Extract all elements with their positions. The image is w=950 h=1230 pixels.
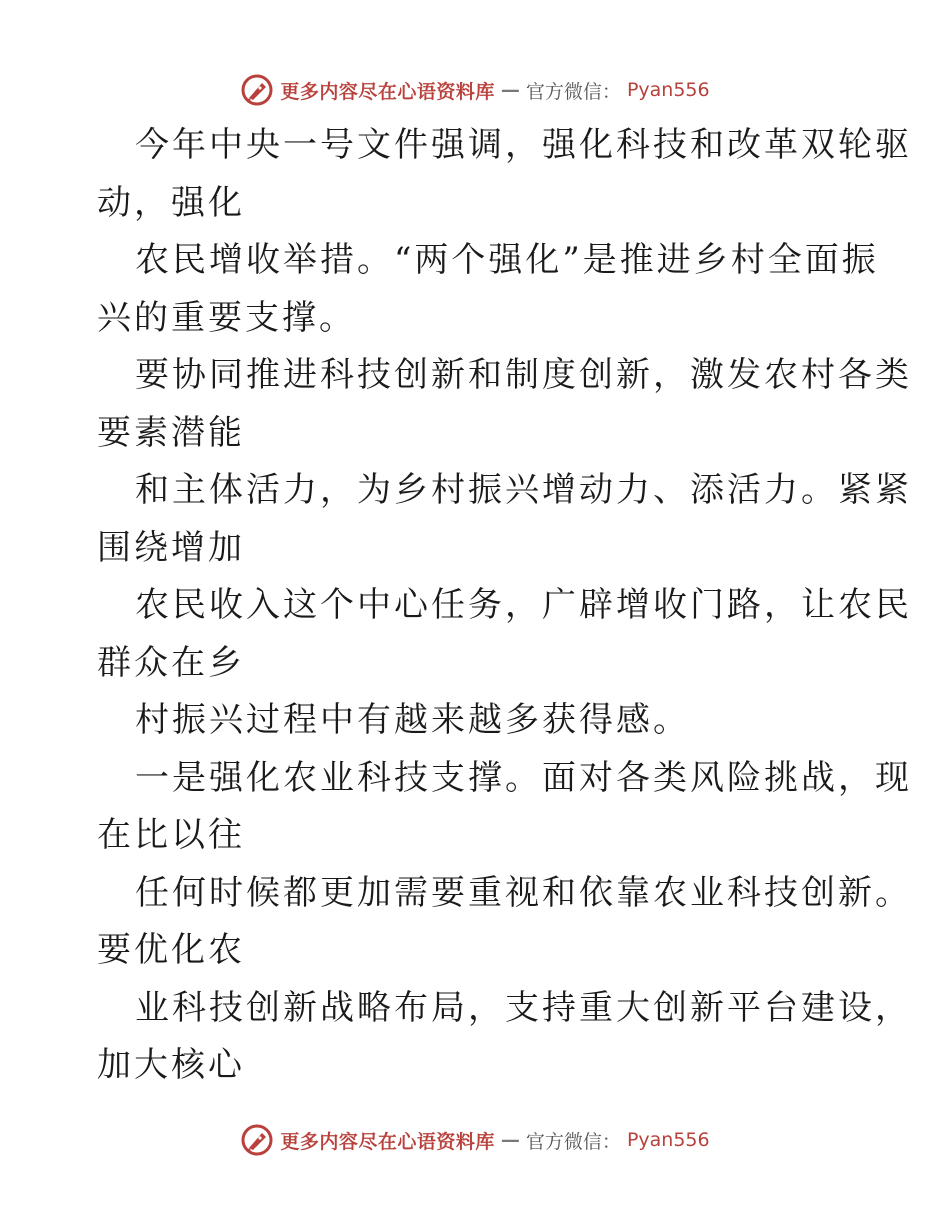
footer-watermark <box>0 1120 950 1160</box>
footer-wechat-label: 官方微信： <box>525 1130 621 1153</box>
pen-nib-logo-icon <box>240 1123 274 1157</box>
text-line: 围绕增加 <box>97 527 245 568</box>
text-line: 加大核心 <box>97 1045 245 1085</box>
text-line: 在比以往 <box>97 815 245 855</box>
header-separator: — <box>500 79 520 101</box>
text-line: 村振兴过程中有越来越多获得感。 <box>135 700 690 740</box>
text-line: 农民增收举措。“两个强化”是推进乡村全面振 <box>135 240 879 280</box>
text-line: 农民收入这个中心任务，广辟增收门路，让农民 <box>135 585 912 625</box>
document-body <box>97 117 912 1095</box>
text-line: 要素潜能 <box>97 412 245 453</box>
text-line: 要协同推进科技创新和制度创新，激发农村各类 <box>135 355 912 395</box>
pen-nib-logo-icon <box>240 73 274 107</box>
text-line: 业科技创新战略布局，支持重大创新平台建设， <box>135 987 912 1028</box>
text-line: 动，强化 <box>97 182 245 223</box>
text-line: 和主体活力，为乡村振兴增动力、添活力。紧紧 <box>135 470 912 510</box>
footer-brand-text: 更多内容尽在心语资料库 <box>280 1130 495 1153</box>
text-line: 一是强化农业科技支撑。面对各类风险挑战，现 <box>135 757 912 798</box>
text-line: 任何时候都更加需要重视和依靠农业科技创新。 <box>135 872 912 913</box>
header-wechat-handle: Pyan556 <box>626 79 710 101</box>
text-line: 兴的重要支撑。 <box>97 297 356 338</box>
text-line: 要优化农 <box>97 930 245 970</box>
footer-separator: — <box>500 1129 520 1151</box>
text-line: 群众在乡 <box>97 642 245 683</box>
header-brand-text: 更多内容尽在心语资料库 <box>280 80 495 103</box>
footer-wechat-handle: Pyan556 <box>626 1129 710 1151</box>
text-line: 今年中央一号文件强调，强化科技和改革双轮驱 <box>135 125 912 165</box>
header-watermark <box>0 70 950 110</box>
header-wechat-label: 官方微信： <box>525 80 621 103</box>
